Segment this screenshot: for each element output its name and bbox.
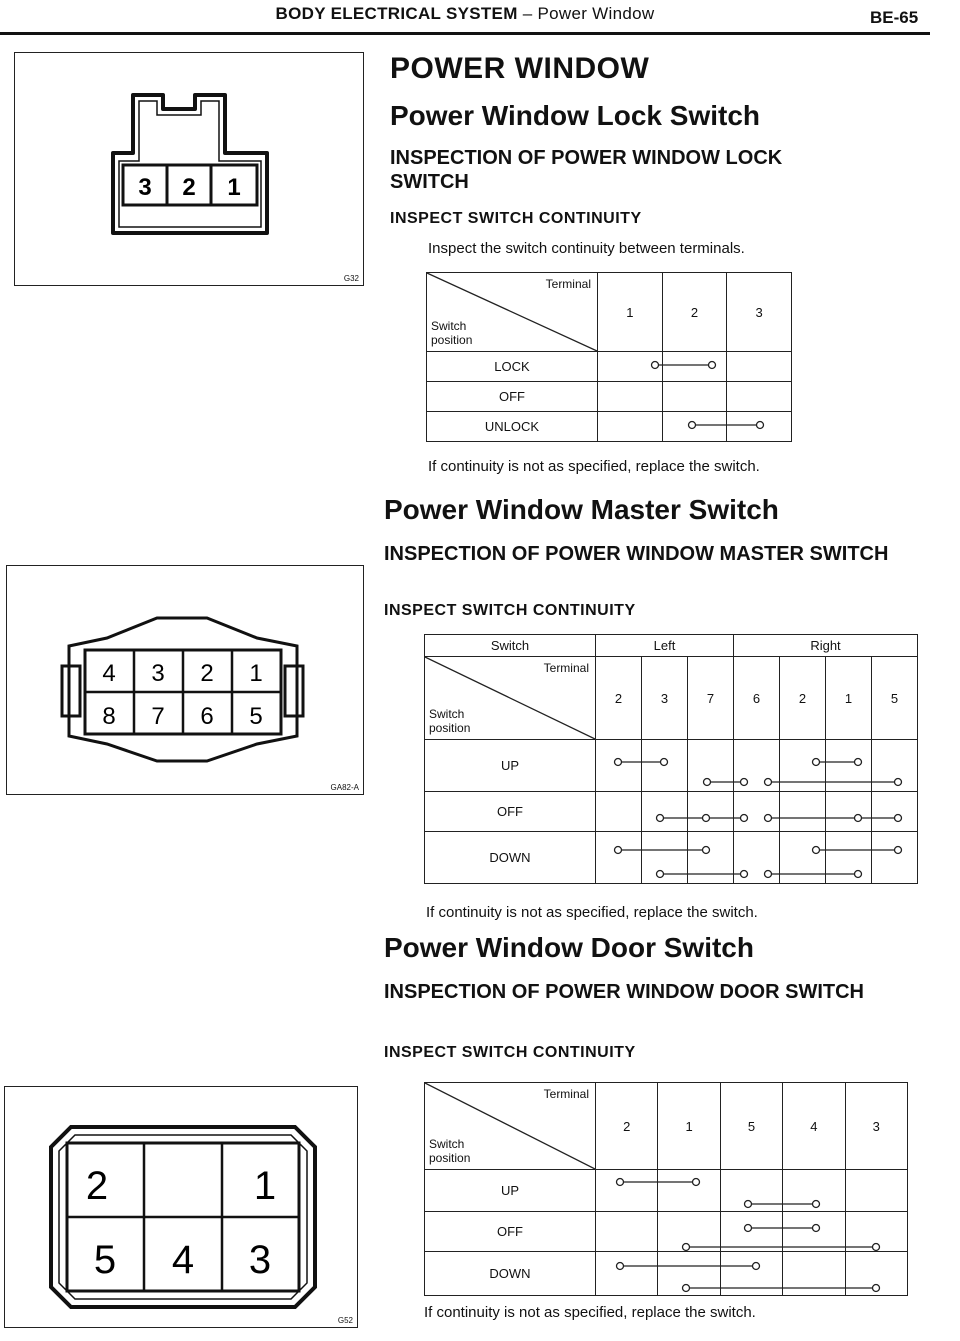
page-number: BE-65 [870, 8, 919, 27]
row-label: OFF [427, 382, 598, 412]
terminal-header: 3 [727, 273, 792, 352]
lock-instruction: Inspect the switch continuity between terminals. [428, 240, 745, 257]
figure-code: GA82-A [330, 783, 359, 792]
door-continuity-marks [424, 1082, 914, 1298]
door-note: If continuity is not as specified, replace the switch. [424, 1304, 756, 1321]
terminal-header: 2 [662, 273, 727, 352]
master-heading: Power Window Master Switch [384, 494, 779, 525]
pin-label: 3 [248, 1238, 272, 1282]
terminal-header: 1 [658, 1083, 720, 1170]
terminal-header: 2 [596, 657, 642, 740]
figure-door-switch-connector [4, 1086, 358, 1328]
pin-label: 6 [200, 703, 214, 730]
pin-label: 5 [249, 703, 263, 730]
terminal-header: 6 [734, 657, 780, 740]
switch-label: Switch [425, 635, 596, 657]
door-heading: Power Window Door Switch [384, 932, 754, 963]
terminal-header: 1 [826, 657, 872, 740]
terminal-label: Terminal [545, 277, 591, 291]
row-label: UNLOCK [427, 412, 598, 442]
pin-label: 4 [171, 1238, 195, 1282]
figure-code: G52 [337, 1316, 353, 1325]
terminal-header: 5 [720, 1083, 782, 1170]
header-title-rest: – Power Window [517, 4, 655, 23]
connector-8pin-illustration [7, 566, 363, 794]
connector-5pin-illustration [5, 1087, 357, 1327]
terminal-label: Terminal [543, 661, 589, 675]
row-label: UP [425, 740, 596, 792]
lock-subheading: INSPECTION OF POWER WINDOW LOCK SWITCH [390, 147, 783, 193]
door-subheading: INSPECTION OF POWER WINDOW DOOR SWITCH [384, 981, 864, 1003]
pin-label: 7 [151, 703, 165, 730]
row-label: OFF [425, 1212, 596, 1252]
terminal-header: 2 [596, 1083, 658, 1170]
right-group-label: Right [734, 635, 918, 657]
row-label: UP [425, 1170, 596, 1212]
section-title: POWER WINDOW [390, 52, 650, 85]
pin-label: 1 [227, 174, 241, 201]
terminal-header: 2 [780, 657, 826, 740]
position-label: Switch position [429, 1137, 471, 1165]
figure-master-switch-connector [6, 565, 364, 795]
lock-note: If continuity is not as specified, replace the switch. [428, 458, 760, 475]
figure-lock-switch-connector [14, 52, 364, 286]
pin-label: 3 [138, 174, 152, 201]
pin-label: 5 [93, 1238, 117, 1282]
terminal-header: 5 [872, 657, 918, 740]
pin-label: 1 [249, 660, 263, 687]
pin-label: 3 [151, 660, 165, 687]
row-label: LOCK [427, 352, 598, 382]
connector-3pin-illustration [15, 53, 363, 285]
terminal-label: Terminal [543, 1087, 589, 1101]
pin-label: 1 [253, 1164, 277, 1208]
row-label: OFF [425, 792, 596, 832]
master-step: INSPECT SWITCH CONTINUITY [384, 602, 636, 619]
lock-step: INSPECT SWITCH CONTINUITY [390, 210, 642, 227]
pin-label: 4 [102, 660, 116, 687]
terminal-header: 3 [845, 1083, 907, 1170]
pin-label: 2 [200, 660, 214, 687]
terminal-header: 4 [783, 1083, 845, 1170]
master-note: If continuity is not as specified, replace the switch. [426, 904, 758, 921]
running-header [0, 4, 930, 24]
left-group-label: Left [596, 635, 734, 657]
position-label: Switch position [431, 319, 473, 347]
lock-continuity-marks [426, 272, 796, 444]
header-title-bold: BODY ELECTRICAL SYSTEM [275, 4, 518, 23]
master-continuity-marks [424, 634, 924, 890]
terminal-header: 3 [642, 657, 688, 740]
row-label: DOWN [425, 1252, 596, 1296]
header-rule [0, 32, 930, 35]
lock-heading: Power Window Lock Switch [390, 100, 761, 131]
door-step: INSPECT SWITCH CONTINUITY [384, 1044, 636, 1061]
position-label: Switch position [429, 707, 471, 735]
row-label: DOWN [425, 832, 596, 884]
terminal-header: 1 [598, 273, 663, 352]
master-subheading: INSPECTION OF POWER WINDOW MASTER SWITCH [384, 543, 889, 565]
figure-code: G32 [343, 274, 359, 283]
pin-label: 8 [102, 703, 116, 730]
pin-label: 2 [182, 174, 196, 201]
pin-label: 2 [85, 1164, 109, 1208]
terminal-header: 7 [688, 657, 734, 740]
